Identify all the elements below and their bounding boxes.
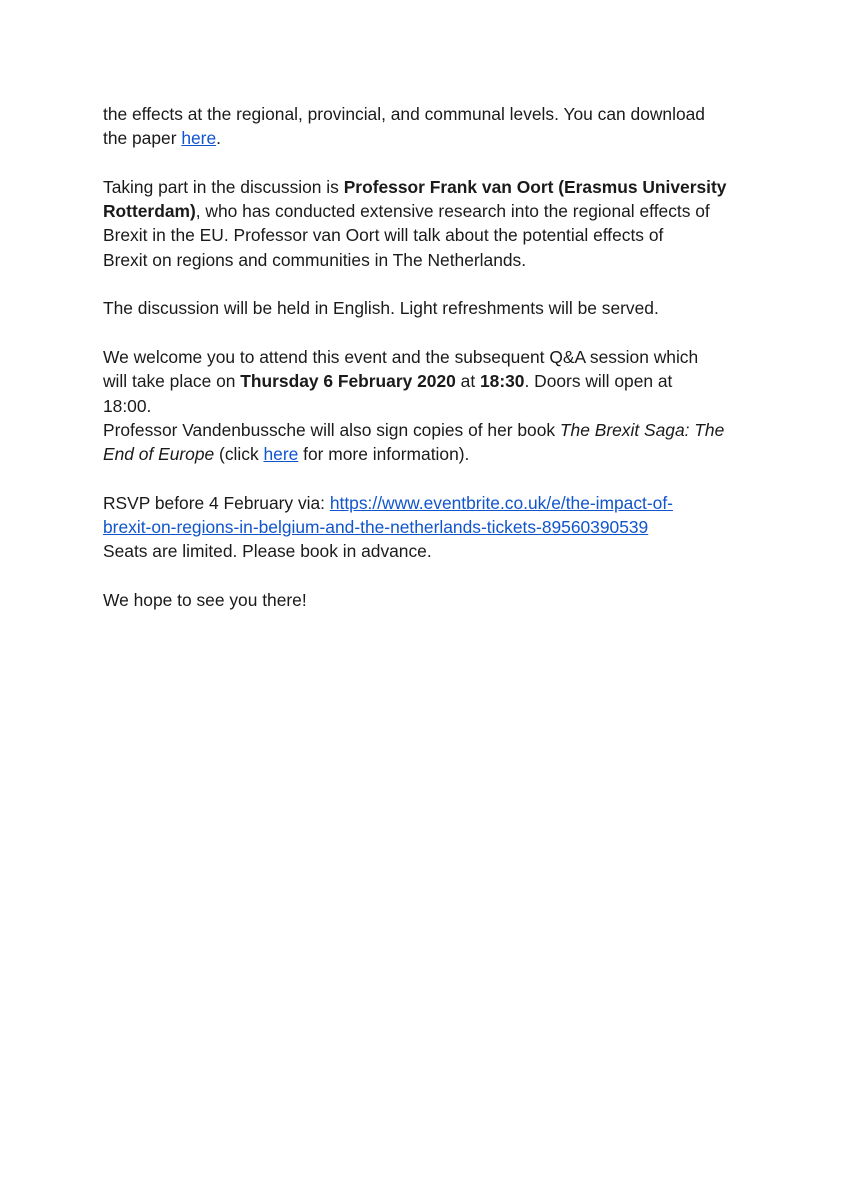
text-line	[103, 442, 763, 466]
text-span: .	[216, 128, 221, 149]
text-line	[103, 296, 763, 320]
text-line	[103, 491, 763, 515]
text-line	[103, 394, 763, 418]
text-span: We welcome you to attend this event and the subsequent Q&A session which	[103, 346, 699, 367]
text-line	[103, 588, 763, 612]
text-line	[103, 345, 763, 369]
paper-download-link[interactable]: here	[181, 128, 217, 149]
paragraph-discussant	[103, 175, 763, 272]
text-span: Brexit in the EU. Professor van Oort will talk about the potential effects of	[103, 225, 664, 246]
book-info-link[interactable]: here	[263, 444, 299, 465]
event-date: Thursday 6 February 2020	[240, 371, 456, 392]
book-title: The Brexit Saga: The	[559, 419, 725, 440]
rsvp-link[interactable]: https://www.eventbrite.co.uk/e/the-impact-of-	[329, 492, 673, 513]
text-span: Professor Vandenbussche will also sign copies of her book	[103, 419, 560, 440]
text-span: RSVP before 4 February via:	[103, 492, 330, 513]
paragraph-closing	[103, 588, 763, 612]
text-line	[103, 539, 763, 563]
text-line	[103, 515, 763, 539]
rsvp-link[interactable]: brexit-on-regions-in-belgium-and-the-netherlands-tickets-89560390539	[103, 517, 649, 538]
closing-text: We hope to see you there!	[103, 589, 307, 610]
book-title: End of Europe	[103, 444, 215, 465]
text-span: Seats are limited. Please book in advance.	[103, 541, 432, 562]
paragraph-language	[103, 296, 763, 320]
text-span: Brexit on regions and communities in The Netherlands.	[103, 249, 527, 270]
text-line	[103, 175, 763, 199]
text-line	[103, 369, 763, 393]
text-span: Taking part in the discussion is	[103, 176, 344, 197]
text-span: will take place on	[103, 371, 241, 392]
event-time: 18:30	[480, 371, 525, 392]
text-span: The discussion will be held in English. Light refreshments will be served.	[103, 298, 659, 319]
text-line	[103, 199, 763, 223]
paragraph-paper-download	[103, 102, 763, 151]
speaker-affiliation: Rotterdam)	[103, 201, 196, 222]
text-line	[103, 223, 763, 247]
text-span: for more information).	[298, 444, 470, 465]
text-line	[103, 126, 763, 150]
text-span: (click	[214, 444, 264, 465]
text-line	[103, 418, 763, 442]
doors-open-time: 18:00.	[103, 395, 152, 416]
text-span: the paper	[103, 128, 182, 149]
text-line	[103, 102, 763, 126]
speaker-name: Professor Frank van Oort (Erasmus University	[343, 176, 727, 197]
text-span: , who has conducted extensive research into the regional effects of	[195, 201, 710, 222]
paragraph-rsvp	[103, 491, 763, 564]
document-body	[103, 102, 763, 637]
paragraph-event-details	[103, 345, 763, 466]
text-span: at	[455, 371, 480, 392]
text-span: the effects at the regional, provincial, and communal levels. You can download	[103, 104, 705, 124]
text-span: . Doors will open at	[524, 371, 673, 392]
text-line	[103, 248, 763, 272]
